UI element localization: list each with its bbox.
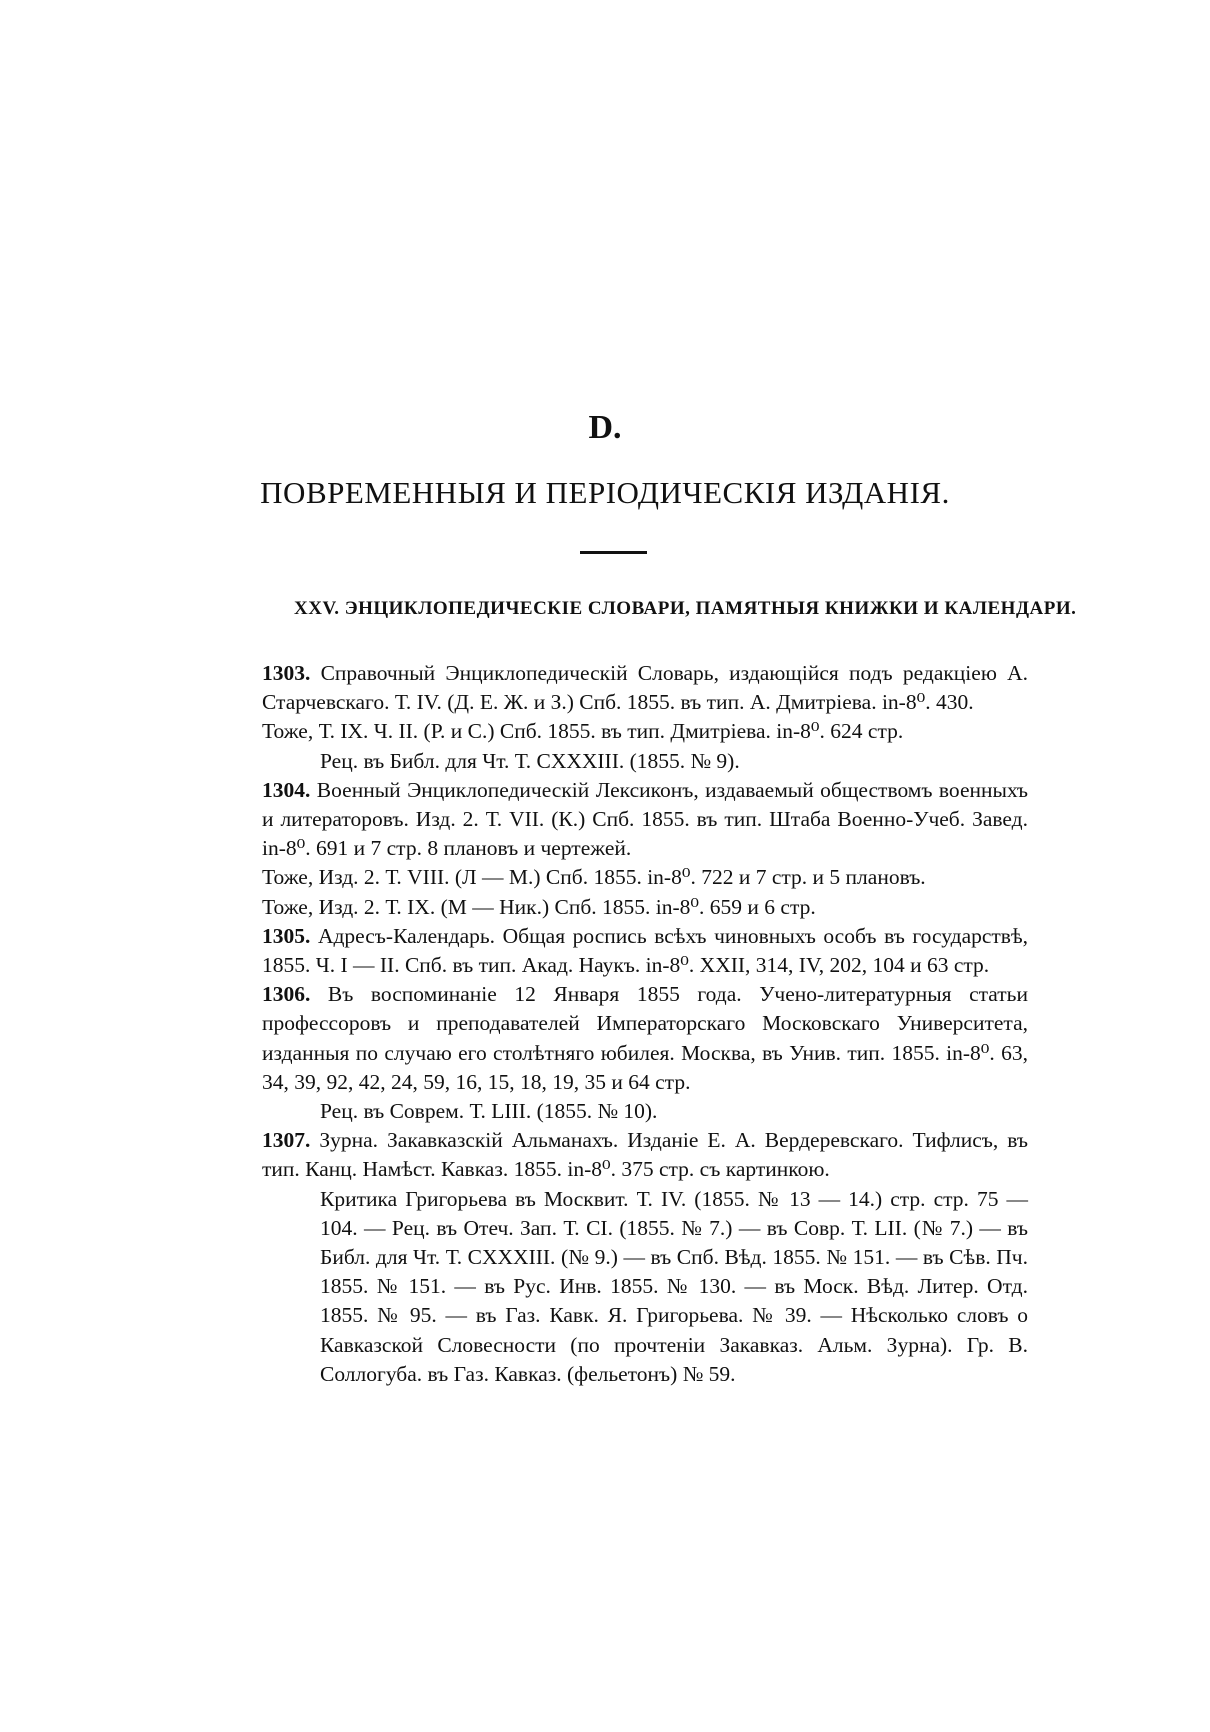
entry-1304 [262,776,1028,922]
entry-text: Военный Энциклопедическій Лексиконъ, издаваемый обществомъ военныхъ и литераторовъ. Изд. 2. Т. VII. (К.) Спб. 1855. въ тип. Штаба Военно-Учеб. Завед. in-8⁰. 691 и 7 стр. 8 плановъ и чертежей. [262,777,1028,861]
entry-review: Рец. въ Библ. для Чт. Т. CXXXIII. (1855. № 9). [320,748,740,773]
entry-number: 1307. [262,1128,311,1153]
subsection-title: XXV. ЭНЦИКЛОПЕДИЧЕСКІЕ СЛОВАРИ, ПАМЯТНЫЯ КНИЖКИ И КАЛЕНДАРИ. [294,598,1077,619]
entry-addendum: Тоже, Изд. 2. Т. IX. (М — Ник.) Спб. 1855. in-8⁰. 659 и 6 стр. [262,894,816,919]
entry-1303 [262,659,1028,776]
entry-1307 [262,1126,1028,1389]
entry-text: Адресъ-Календарь. Общая роспись всѣхъ чиновныхъ особъ въ государствѣ, 1855. Ч. I — II. Спб. въ тип. Акад. Наукъ. in-8⁰. XXII, 314, IV, 202, 104 и 63 стр. [262,923,1028,978]
entry-addendum: Тоже, Т. IX. Ч. II. (Р. и С.) Спб. 1855. въ тип. Дмитріева. in-8⁰. 624 стр. [262,719,904,744]
bibliography-entries [262,659,1028,1389]
entry-review: Критика Григорьева въ Москвит. Т. IV. (1855. № 13 — 14.) стр. стр. 75 — 104. — Рец. въ Отеч. Зап. Т. CI. (1855. № 7.) — въ Совр. Т. LII. (№ 7.) — въ Библ. для Чт. Т. CXXXIII. (№ 9.) — въ Спб. Вѣд. 1855. № 151. — въ Сѣв. Пч. 1855. № 151. — въ Рус. Инв. 1855. № 130. — въ Моск. Вѣд. Литер. Отд. 1855. № 95. — въ Газ. Кавк. Я. Григорьева. № 39. — Нѣсколько словъ о Кавказской Словесности (по прочтеніи Закавказ. Альм. Зурна). Гр. В. Соллогуба. въ Газ. Кавказ. (фельетонъ) № 59. [320,1186,1028,1386]
title-rule [580,551,647,554]
entry-number: 1303. [262,661,311,685]
entry-number: 1305. [262,923,311,948]
entry-text: Въ воспоминаніе 12 Января 1855 года. Учено-литературныя статьи профессоровъ и преподавателей Императорскаго Московскаго Университета, изданныя по случаю его столѣтняго юбилея. Москва, въ Унив. тип. 1855. in-8⁰. 63, 34, 39, 92, 42, 24, 59, 16, 15, 18, 19, 35 и 64 стр. [262,982,1028,1094]
entry-1306 [262,980,1028,1126]
section-letter: D. [588,409,622,446]
entry-main [262,776,1028,864]
entry-main [262,922,1028,980]
entry-text: Справочный Энциклопедическій Словарь, издающійся подъ редакціею А. Старчевскаго. Т. IV. (Д. Е. Ж. и З.) Спб. 1855. въ тип. А. Дмитріева. in-8⁰. 430. [262,661,1028,715]
entry-1305 [262,922,1028,980]
entry-main [262,659,1028,717]
entry-addendum: Тоже, Изд. 2. Т. VIII. (Л — М.) Спб. 1855. in-8⁰. 722 и 7 стр. и 5 плановъ. [262,865,926,890]
section-title: ПОВРЕМЕННЫЯ И ПЕРІОДИЧЕСКІЯ ИЗДАНІЯ. [260,475,950,510]
entry-main [262,980,1028,1097]
entry-text: Зурна. Закавказскій Альманахъ. Изданіе Е. А. Вердеревскаго. Тифлисъ, въ тип. Канц. Намѣст. Кавказ. 1855. in-8⁰. 375 стр. съ картинкою. [262,1128,1028,1182]
entry-review: Рец. въ Соврем. Т. LIII. (1855. № 10). [320,1099,658,1124]
entry-main [262,1126,1028,1184]
entry-number: 1306. [262,982,311,1007]
entry-number: 1304. [262,777,311,802]
